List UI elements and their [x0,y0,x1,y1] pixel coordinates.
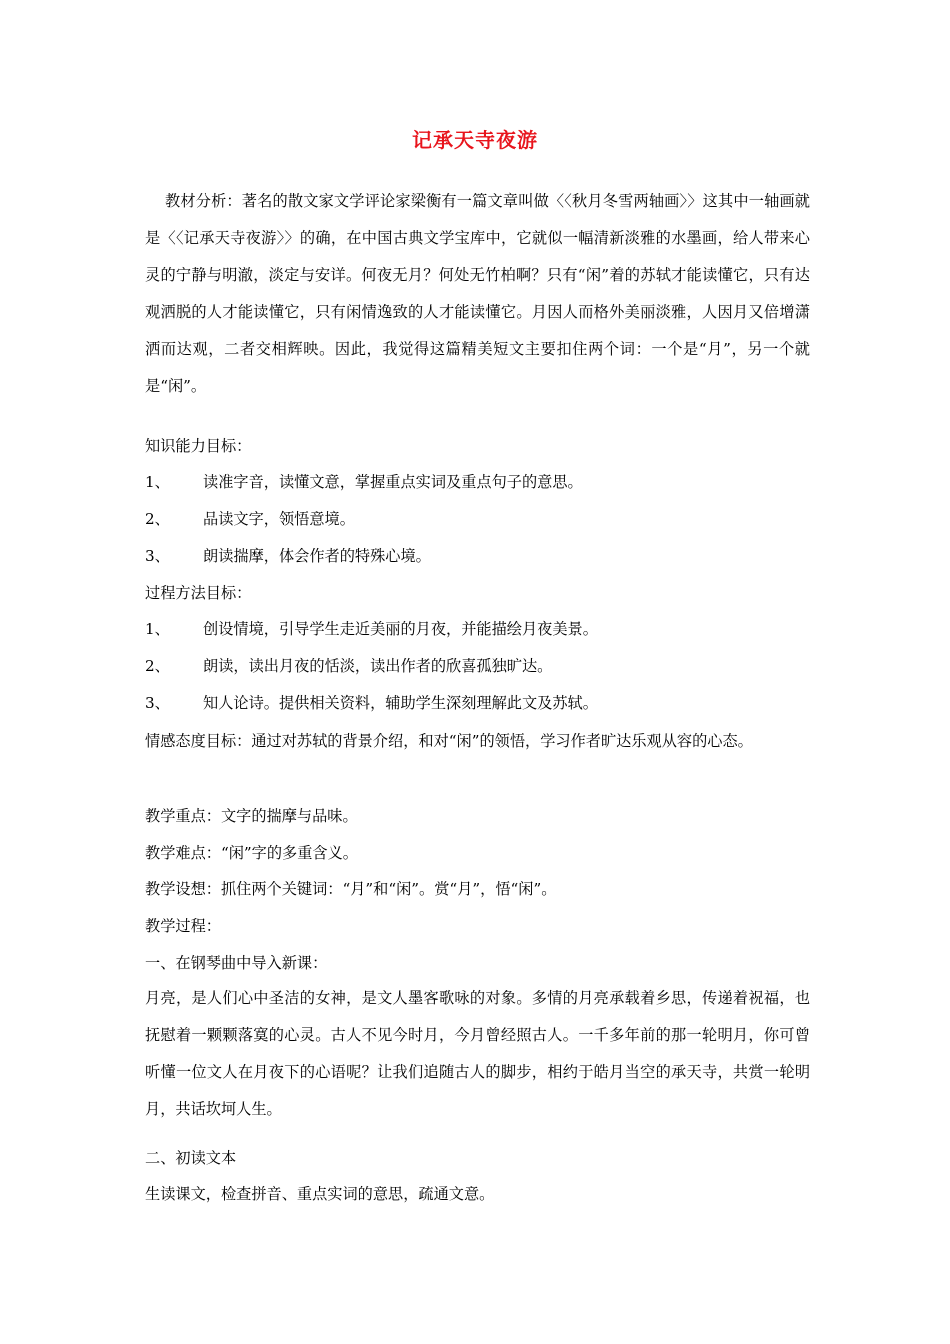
teaching-key-point: 教学重点：文字的揣摩与品味。 [145,807,358,825]
item-number: 1、 [145,473,170,491]
item-text: 创设情境，引导学生走近美丽的月夜，并能描绘月夜美景。 [203,620,598,638]
step-one-heading: 一、在钢琴曲中导入新课： [145,954,328,972]
material-analysis-paragraph: 教材分析：著名的散文家文学评论家梁衡有一篇文章叫做〈〈秋月冬雪两轴画〉〉这其中一轴画就是〈〈记承天寺夜游〉〉的确，在中国古典文学宝库中，它就似一幅清新淡雅的水墨画，给人带来心灵的宁静与明澈，淡定与安详。何夜无月？何处无竹柏啊？只有“闲”着的苏轼才能读懂它，只有达观洒脱的人才能读懂它，只有闲情逸致的人才能读懂它。月因人而格外美丽淡雅，人因月又倍增潇洒而达观，二者交相辉映。因此，我觉得这篇精美短文主要扣住两个词：一个是“月”，另一个就是“闲”。 [145,192,810,395]
knowledge-goal-item [145,546,810,566]
item-text: 品读文字，领悟意境。 [203,510,355,528]
process-goal-item [145,619,810,639]
teaching-concept: 教学设想：抓住两个关键词：“月”和“闲”。赏“月”，悟“闲”。 [145,880,557,898]
process-goal-item [145,656,810,676]
item-text: 朗读揣摩，体会作者的特殊心境。 [203,547,431,565]
step-two-heading: 二、初读文本 [145,1149,237,1167]
item-text: 朗读，读出月夜的恬淡，读出作者的欣喜孤独旷达。 [203,657,553,675]
item-text: 读准字音，读懂文意，掌握重点实词及重点句子的意思。 [203,473,583,491]
item-text: 知人论诗。提供相关资料，辅助学生深刻理解此文及苏轼。 [203,694,598,712]
emotion-goal-paragraph: 情感态度目标：通过对苏轼的背景介绍，和对“闲”的领悟，学习作者旷达乐观从容的心态。 [145,732,753,750]
knowledge-goal-heading: 知识能力目标： [145,437,252,455]
item-number: 2、 [145,657,170,675]
step-one-paragraph: 月亮，是人们心中圣洁的女神，是文人墨客歌咏的对象。多情的月亮承载着乡思，传递着祝福，也抚慰着一颗颗落寞的心灵。古人不见今时月，今月曾经照古人。一千多年前的那一轮明月，你可曾听懂一位文人在月夜下的心语呢？让我们追随古人的脚步，相约于皓月当空的承天寺，共赏一轮明月，共话坎坷人生。 [145,989,810,1118]
teaching-process-heading: 教学过程： [145,917,221,935]
process-goal-item [145,693,810,713]
item-number: 3、 [145,547,170,565]
teaching-difficulty: 教学难点：“闲”字的多重含义。 [145,844,358,862]
process-goal-heading: 过程方法目标： [145,584,252,602]
item-number: 2、 [145,510,170,528]
knowledge-goal-item [145,509,810,529]
item-number: 3、 [145,694,170,712]
step-two-text: 生读课文，检查拼音、重点实词的意思，疏通文意。 [145,1185,495,1203]
item-number: 1、 [145,620,170,638]
document-title: 记承天寺夜游 [412,128,538,152]
knowledge-goal-item [145,472,810,492]
